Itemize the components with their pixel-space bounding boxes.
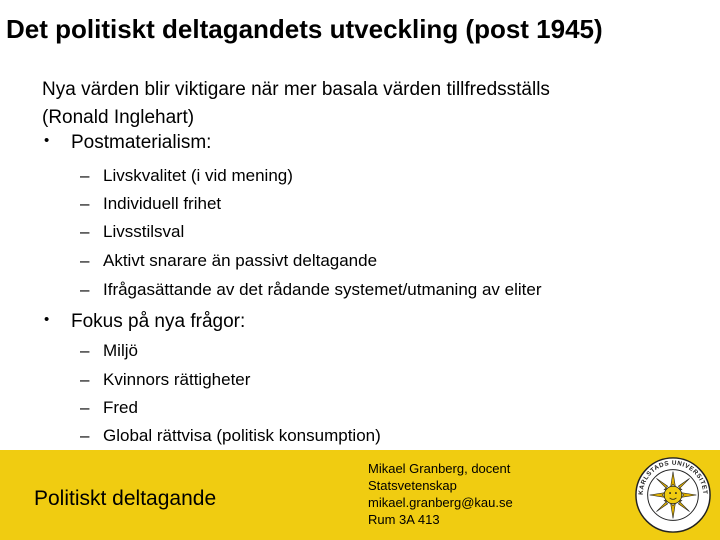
bullet-label: Postmaterialism: (71, 132, 212, 153)
dash-icon: – (80, 222, 90, 241)
dash-icon: – (80, 398, 90, 417)
footer-bar (0, 450, 720, 540)
sub-item-label: Fred (103, 398, 138, 417)
footer-author: Mikael Granberg, docent (368, 461, 511, 476)
footer-room: Rum 3A 413 (368, 512, 440, 527)
dash-icon: – (80, 251, 90, 270)
intro-line-1: Nya värden blir viktigare när mer basala värden tillfredsställs (42, 79, 550, 100)
footer-contact (368, 460, 513, 528)
sub-item-label: Individuell frihet (103, 194, 222, 213)
intro-line-2: (Ronald Inglehart) (42, 107, 195, 128)
sub-item-label: Ifrågasättande av det rådande systemet/utmaning av eliter (103, 280, 542, 299)
sub-item-label: Livskvalitet (i vid mening) (103, 166, 293, 185)
bullet-icon: • (44, 132, 50, 149)
footer-email: mikael.granberg@kau.se (368, 495, 513, 510)
dash-icon: – (80, 194, 90, 213)
dash-icon: – (80, 370, 90, 389)
university-logo (634, 456, 712, 534)
bullet-label: Fokus på nya frågor: (71, 311, 246, 332)
dash-icon: – (80, 426, 90, 445)
sub-item-label: Miljö (103, 341, 138, 360)
sub-item-label: Livsstilsval (103, 222, 185, 241)
sub-item-label: Global rättvisa (politisk konsumption) (103, 426, 381, 445)
footer-title: Politiskt deltagande (34, 487, 217, 510)
slide-title: Det politiskt deltagandets utveckling (post 1945) (6, 14, 603, 44)
dash-icon: – (80, 280, 90, 299)
sub-item-label: Aktivt snarare än passivt deltagande (103, 251, 378, 270)
intro-text (42, 76, 702, 132)
logo-lettering: KARLSTADS UNIVERSITET (637, 459, 709, 496)
dash-icon: – (80, 166, 90, 185)
footer-department: Statsvetenskap (368, 478, 457, 493)
bullet-icon: • (44, 311, 50, 328)
sub-item-label: Kvinnors rättigheter (103, 370, 251, 389)
dash-icon: – (80, 341, 90, 360)
